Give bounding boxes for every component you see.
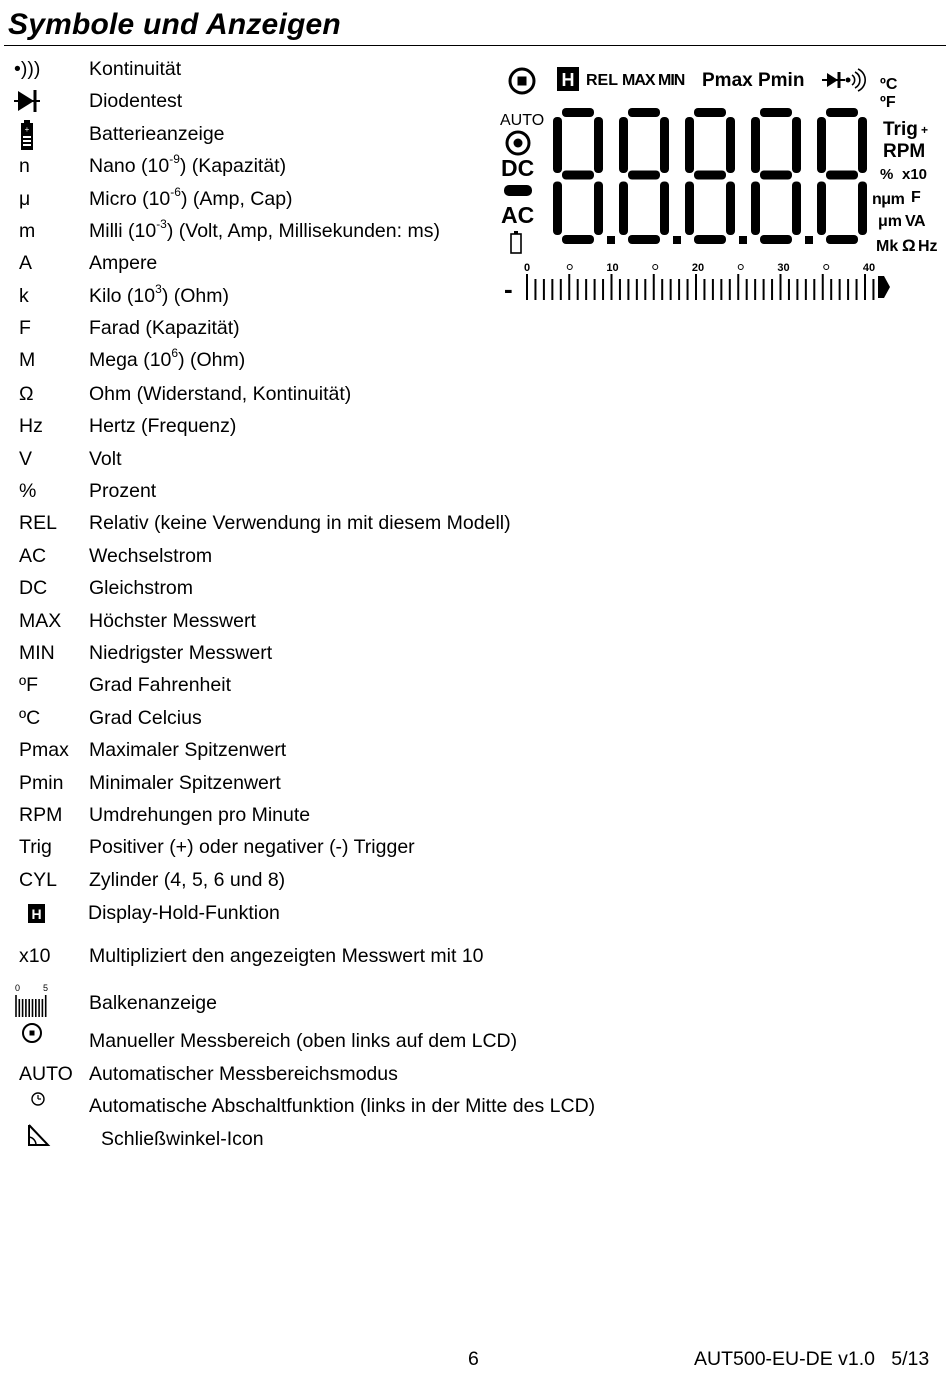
digit-segment bbox=[628, 235, 660, 244]
row-description: Gleichstrom bbox=[89, 577, 194, 599]
row-description: Höchster Messwert bbox=[89, 610, 256, 632]
row-symbol: MIN bbox=[19, 642, 55, 664]
row-symbol: ºF bbox=[19, 674, 39, 696]
row-symbol bbox=[19, 1023, 85, 1053]
digit-segment bbox=[562, 235, 594, 244]
bargraph-half-marker bbox=[567, 265, 572, 270]
digit-segment bbox=[751, 182, 760, 236]
lcd-maxmin-label: MAX MIN bbox=[622, 72, 685, 89]
digit-segment bbox=[858, 117, 867, 173]
svg-text:5: 5 bbox=[43, 983, 49, 993]
lcd-manual-range-icon-small bbox=[507, 132, 529, 154]
row-symbol: MAX bbox=[19, 610, 62, 632]
lcd-hold-icon bbox=[557, 67, 579, 91]
row-symbol: x10 bbox=[19, 945, 51, 967]
row-symbol: % bbox=[19, 480, 37, 502]
bargraph-tick-label: 30 bbox=[777, 262, 790, 274]
row-description: Schließwinkel-Icon bbox=[101, 1128, 264, 1150]
row-symbol: Trig bbox=[19, 836, 52, 858]
lcd-bargraph-minus: - bbox=[504, 274, 513, 304]
lcd-hz-label: Hz bbox=[918, 238, 938, 255]
digit-segment bbox=[751, 117, 760, 173]
row-description: Batterieanzeige bbox=[89, 123, 225, 145]
symbol-row bbox=[0, 673, 700, 705]
lcd-va-label: VA bbox=[905, 213, 926, 230]
row-description: Zylinder (4, 5, 6 und 8) bbox=[89, 869, 286, 891]
diode-icon bbox=[16, 89, 82, 123]
row-symbol: n bbox=[19, 155, 30, 177]
decimal-point bbox=[805, 236, 813, 244]
digit-segment bbox=[553, 117, 562, 173]
row-description: Grad Celcius bbox=[89, 707, 202, 729]
row-symbol: m bbox=[19, 220, 36, 242]
lcd-dc-bar bbox=[504, 185, 532, 196]
row-description: Diodentest bbox=[89, 90, 183, 112]
lcd-celsius-label: ºC bbox=[880, 76, 898, 93]
lcd-bargraph bbox=[527, 274, 873, 300]
bargraph-half-marker bbox=[824, 265, 829, 270]
digit-segment bbox=[858, 182, 867, 236]
row-symbol: Pmin bbox=[19, 772, 64, 794]
bargraph-tick-label: 20 bbox=[691, 262, 705, 274]
digit-segment bbox=[594, 182, 603, 236]
row-description: Grad Fahrenheit bbox=[89, 674, 231, 696]
symbol-row bbox=[0, 447, 700, 479]
title-rule bbox=[4, 45, 946, 46]
digit-segment bbox=[628, 108, 660, 117]
document-id: AUT500-EU-DE v1.0 5/13 bbox=[694, 1348, 930, 1370]
symbol-row bbox=[0, 1062, 700, 1094]
row-description: Milli $(10^{-3})$ (Volt, Amp, Millisekunden: ms) bbox=[89, 217, 440, 242]
digit-segment bbox=[562, 171, 594, 180]
row-symbol bbox=[19, 1123, 85, 1153]
symbol-row bbox=[0, 544, 700, 576]
decimal-point bbox=[673, 236, 681, 244]
digit-segment bbox=[826, 171, 858, 180]
row-description: Niedrigster Messwert bbox=[89, 642, 273, 664]
decimal-point bbox=[739, 236, 747, 244]
row-description: Umdrehungen pro Minute bbox=[89, 804, 311, 826]
lcd-bargraph-scale bbox=[524, 262, 875, 274]
row-symbol bbox=[16, 89, 82, 119]
auto-power-off-icon bbox=[19, 1090, 85, 1124]
svg-text:+: + bbox=[24, 125, 30, 134]
row-symbol: F bbox=[19, 317, 31, 339]
lcd-hold-letter: H bbox=[561, 70, 575, 90]
row-symbol: •))) bbox=[14, 58, 41, 80]
row-symbol: ºC bbox=[19, 707, 41, 729]
digit-segment bbox=[817, 117, 826, 173]
row-symbol: CYL bbox=[19, 869, 57, 891]
row-description: Display-Hold-Funktion bbox=[88, 902, 280, 924]
lcd-ohm-label: Ω bbox=[902, 236, 916, 255]
symbol-row bbox=[0, 414, 700, 446]
lcd-mk-label: Mk bbox=[876, 238, 899, 255]
manual-range-icon bbox=[19, 1023, 85, 1057]
battery-icon bbox=[20, 122, 86, 156]
lcd-auto-label: AUTO bbox=[500, 112, 545, 129]
digit-segment bbox=[726, 182, 735, 236]
symbol-row bbox=[0, 1094, 700, 1126]
lcd-fahrenheit-label: ºF bbox=[880, 94, 896, 111]
digit-segment bbox=[694, 171, 726, 180]
row-symbol bbox=[19, 1090, 85, 1120]
digit-segment bbox=[760, 171, 792, 180]
digit-segment bbox=[792, 117, 801, 173]
digit-segment bbox=[826, 108, 858, 117]
lcd-bargraph-arrow bbox=[878, 276, 890, 298]
row-description: Kilo $(10^3)$ (Ohm) bbox=[89, 282, 229, 307]
symbol-row bbox=[0, 576, 700, 608]
digit-segment bbox=[594, 117, 603, 173]
row-symbol: RPM bbox=[19, 804, 63, 826]
row-description: Mega $(10^6)$ (Ohm) bbox=[89, 346, 246, 371]
symbol-row bbox=[0, 835, 700, 867]
symbol-row bbox=[0, 641, 700, 673]
symbol-row bbox=[0, 771, 700, 803]
hold-letter: H bbox=[31, 906, 42, 922]
symbol-row bbox=[0, 944, 700, 976]
symbol-row bbox=[0, 803, 700, 835]
digit-segment bbox=[726, 117, 735, 173]
symbol-row bbox=[0, 382, 700, 414]
symbol-row bbox=[0, 1127, 700, 1159]
dwell-angle-icon bbox=[19, 1123, 85, 1157]
manual-range-icon bbox=[510, 69, 534, 93]
row-description: Maximaler Spitzenwert bbox=[89, 739, 287, 761]
symbol-row bbox=[0, 738, 700, 770]
symbol-row bbox=[0, 479, 700, 511]
row-symbol: AUTO bbox=[19, 1063, 73, 1085]
digit-segment bbox=[628, 171, 660, 180]
row-symbol: Pmax bbox=[19, 739, 69, 761]
lcd-dc-label: DC bbox=[501, 155, 535, 181]
row-description: Positiver (+) oder negativer (-) Trigger bbox=[89, 836, 415, 858]
symbol-row bbox=[0, 348, 700, 380]
row-description: Manueller Messbereich (oben links auf dem LCD) bbox=[89, 1030, 518, 1052]
lcd-display-diagram bbox=[496, 58, 942, 308]
bargraph-tick-label: 10 bbox=[606, 262, 619, 274]
row-description: Kontinuität bbox=[89, 58, 182, 80]
lcd-seven-segment-digits bbox=[553, 108, 867, 244]
row-description: Minimaler Spitzenwert bbox=[89, 772, 281, 794]
row-description: Balkenanzeige bbox=[89, 992, 217, 1014]
bargraph-tick-label: 40 bbox=[862, 262, 876, 274]
row-symbol: Ω bbox=[19, 383, 34, 405]
row-description: Hertz (Frequenz) bbox=[89, 415, 237, 437]
symbol-row bbox=[0, 609, 700, 641]
row-symbol bbox=[19, 901, 85, 931]
row-description: Micro $(10^{-6})$ (Amp, Cap) bbox=[89, 185, 293, 210]
row-description: Farad (Kapazität) bbox=[89, 317, 240, 339]
lcd-rel-label: REL bbox=[586, 72, 618, 89]
digit-segment bbox=[660, 117, 669, 173]
row-description: Relativ (keine Verwendung in mit diesem Modell) bbox=[89, 512, 511, 534]
digit-segment bbox=[694, 108, 726, 117]
svg-text:0: 0 bbox=[15, 983, 21, 993]
row-description: Volt bbox=[89, 448, 122, 470]
row-symbol: M bbox=[19, 349, 36, 371]
symbol-row bbox=[0, 983, 700, 1023]
lcd-trig-plus-label: + bbox=[921, 123, 929, 137]
row-description: Nano $(10^{-9})$ (Kapazität) bbox=[89, 152, 287, 177]
hold-icon bbox=[19, 901, 85, 935]
lcd-farad-label: F bbox=[911, 189, 921, 206]
row-description: Wechselstrom bbox=[89, 545, 213, 567]
symbol-row bbox=[0, 868, 700, 900]
digit-segment bbox=[685, 117, 694, 173]
digit-segment bbox=[760, 108, 792, 117]
bargraph-half-marker bbox=[738, 265, 743, 270]
row-symbol: k bbox=[19, 285, 29, 307]
digit-segment bbox=[660, 182, 669, 236]
row-description: Multipliziert den angezeigten Messwert mit 10 bbox=[89, 945, 484, 967]
row-symbol: μ bbox=[19, 188, 31, 210]
bargraph-half-marker bbox=[653, 265, 658, 270]
digit-segment bbox=[619, 182, 628, 236]
row-symbol: AC bbox=[19, 545, 47, 567]
symbol-row bbox=[0, 511, 700, 543]
page-number: 6 bbox=[468, 1348, 479, 1370]
digit-segment bbox=[619, 117, 628, 173]
decimal-point bbox=[607, 236, 615, 244]
digit-segment bbox=[817, 182, 826, 236]
lcd-battery-icon bbox=[511, 231, 521, 253]
lcd-percent-label: % bbox=[880, 166, 894, 183]
digit-segment bbox=[826, 235, 858, 244]
digit-segment bbox=[562, 108, 594, 117]
row-description: Ampere bbox=[89, 252, 158, 274]
row-description: Prozent bbox=[89, 480, 157, 502]
row-symbol: Hz bbox=[19, 415, 43, 437]
digit-segment bbox=[694, 235, 726, 244]
page-title: Symbole und Anzeigen bbox=[8, 8, 341, 41]
row-symbol: A bbox=[19, 252, 33, 274]
lcd-pmax-pmin-label: Pmax Pmin bbox=[702, 70, 805, 91]
symbol-row bbox=[0, 706, 700, 738]
row-symbol: V bbox=[19, 448, 33, 470]
symbol-row bbox=[0, 901, 700, 933]
symbol-row bbox=[0, 316, 700, 348]
row-symbol: DC bbox=[19, 577, 48, 599]
digit-segment bbox=[553, 182, 562, 236]
row-symbol: REL bbox=[19, 512, 57, 534]
lcd-nmum-label: nμm bbox=[872, 191, 905, 208]
digit-segment bbox=[792, 182, 801, 236]
row-description: Automatische Abschaltfunktion (links in der Mitte des LCD) bbox=[89, 1095, 596, 1117]
digit-segment bbox=[760, 235, 792, 244]
row-description: Automatischer Messbereichsmodus bbox=[89, 1063, 398, 1085]
digit-segment bbox=[685, 182, 694, 236]
symbol-row bbox=[0, 1029, 700, 1061]
row-description: Ohm (Widerstand, Kontinuität) bbox=[89, 383, 352, 405]
row-symbol bbox=[20, 122, 86, 152]
bargraph-tick-label: 0 bbox=[523, 262, 531, 274]
lcd-ac-label: AC bbox=[501, 202, 535, 228]
lcd-trig-label: Trig bbox=[883, 119, 918, 140]
lcd-x10-label: x10 bbox=[902, 166, 928, 183]
lcd-diode-continuity-icon bbox=[822, 69, 865, 91]
lcd-rpm-label: RPM bbox=[883, 141, 926, 162]
lcd-um-label: μm bbox=[878, 213, 903, 230]
